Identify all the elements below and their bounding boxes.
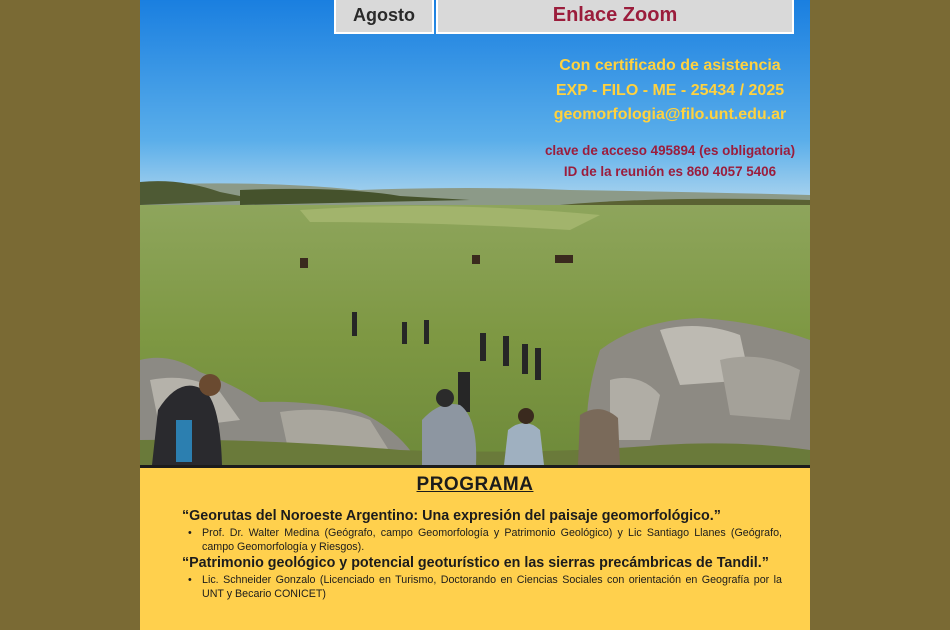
speaker-text: Lic. Schneider Gonzalo (Licenciado en Turismo, Doctorando en Ciencias Sociales con orientación en Geografía por la UNT y Becario CONICET): [202, 574, 782, 600]
speaker-text: Prof. Dr. Walter Medina (Geógrafo, campo Geomorfología y Patrimonio Geológico) y Lic Santiago Llanes (Geógrafo, campo Geomorfología y Riesgos).: [202, 527, 782, 553]
bullet-icon: •: [188, 574, 192, 586]
programa-title: PROGRAMA: [416, 474, 534, 495]
expediente-number: EXP - FILO - ME - 25434 / 2025: [555, 81, 785, 99]
talk-speaker: [188, 526, 782, 554]
date-label: Agosto: [334, 0, 434, 34]
zoom-link-button[interactable]: Enlace Zoom: [436, 0, 794, 34]
talk-title: “Georutas del Noroeste Argentino: Una expresión del paisaje geomorfológico.”: [182, 508, 721, 524]
contact-email[interactable]: geomorfologia@filo.unt.edu.ar: [553, 106, 787, 123]
talk-title: “Patrimonio geológico y potencial geoturístico en las sierras precámbricas de Tandil.”: [182, 555, 769, 571]
talk-speaker: [188, 573, 782, 601]
certificate-text: Con certificado de asistencia: [559, 57, 781, 74]
event-info: [532, 54, 808, 182]
programa-section: [140, 465, 810, 630]
meeting-id: ID de la reunión es 860 4057 5406: [563, 163, 777, 179]
event-flyer: [140, 0, 810, 630]
access-key: clave de acceso 495894 (es obligatoria): [544, 142, 796, 158]
bullet-icon: •: [188, 527, 192, 539]
